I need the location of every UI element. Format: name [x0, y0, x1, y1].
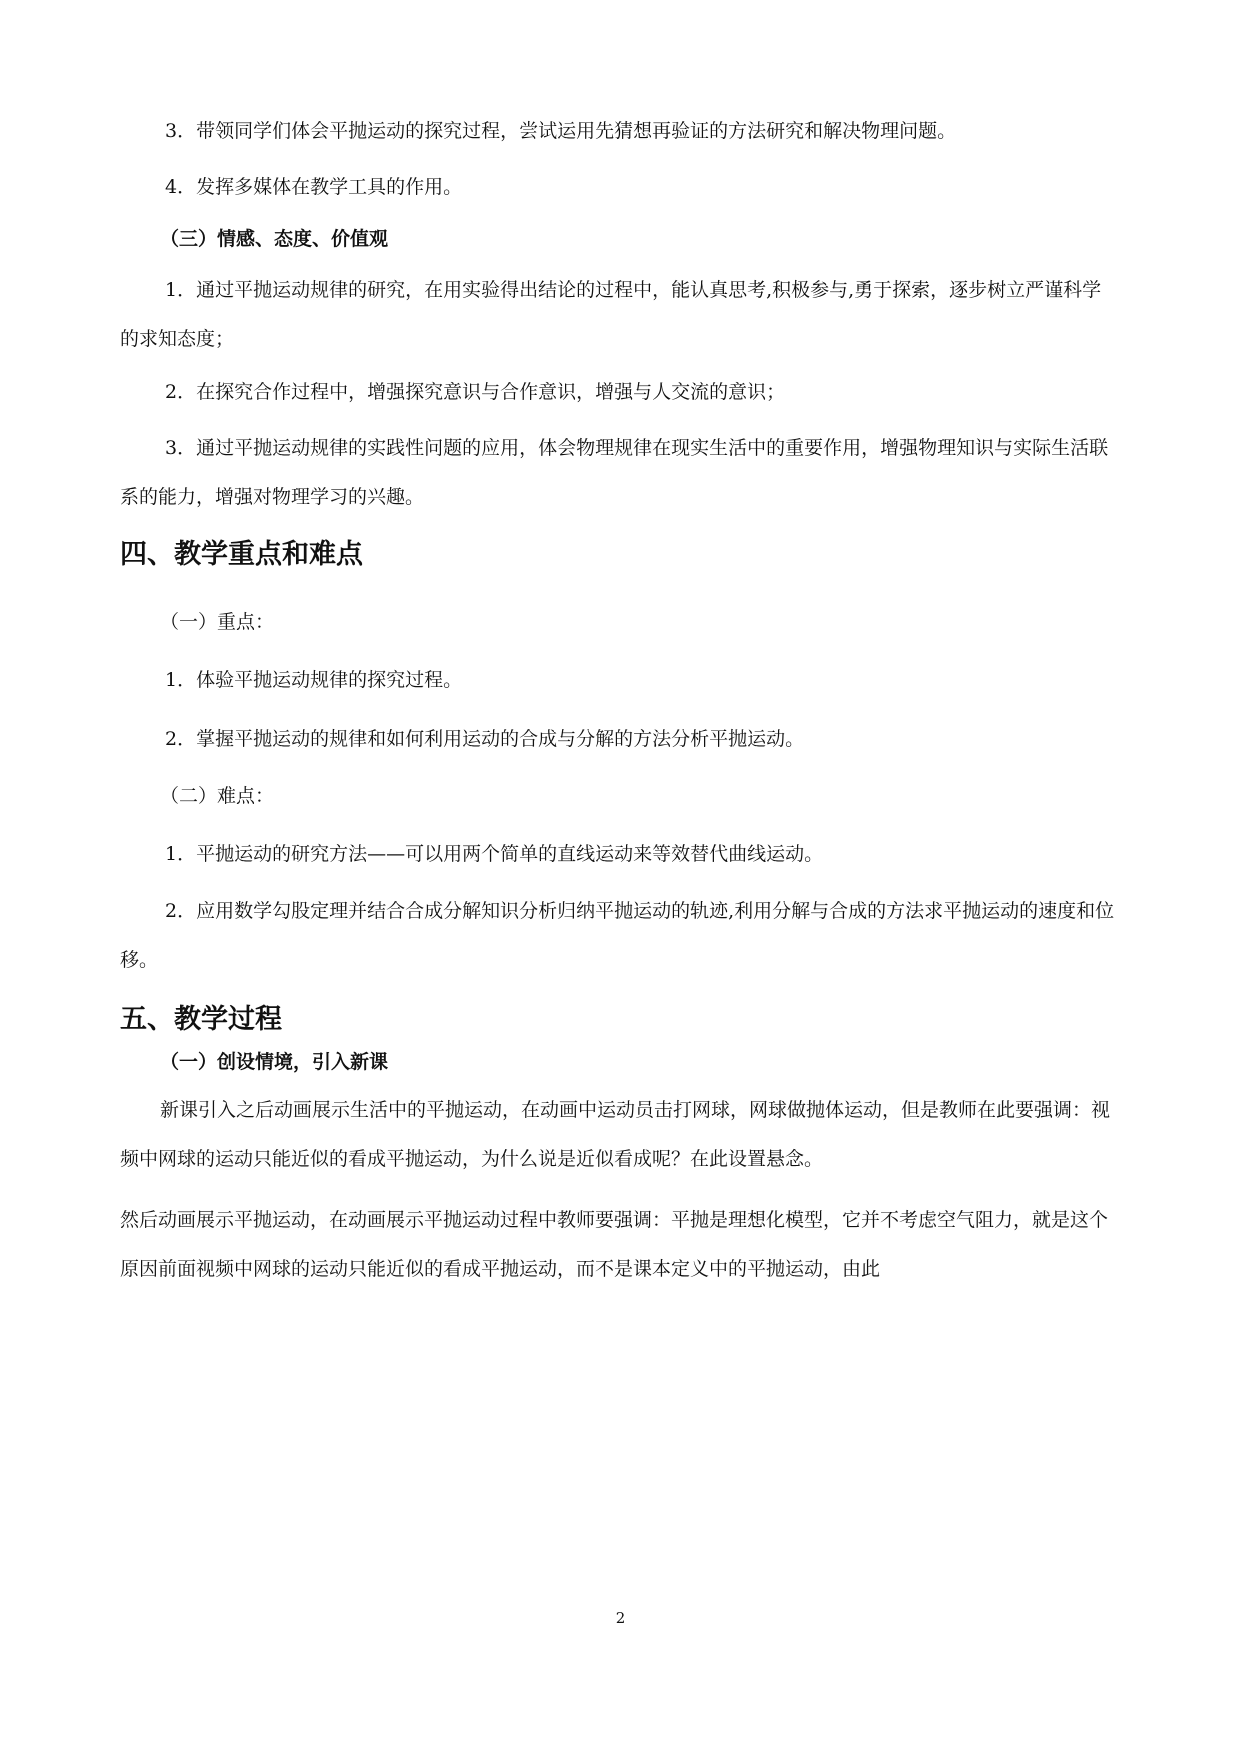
difficult-points-heading: （二）难点：	[160, 785, 275, 807]
paragraph-emotion-2: 2．在探究合作过程中，增强探究意识与合作意识，增强与人交流的意识；	[165, 381, 786, 403]
paragraph-process-inquiry: 3．带领同学们体会平抛运动的探究过程，尝试运用先猜想再验证的方法研究和解决物理问题。	[165, 120, 957, 142]
paragraph-introduction: 新课引入之后动画展示生活中的平抛运动，在动画中运动员击打网球，网球做抛体运动，但是教师在此要强调：视频中网球的运动只能近似的看成平抛运动，为什么说是近似看成呢？在此设置悬念。	[120, 1099, 1111, 1170]
key-point-1: 1．体验平抛运动规律的探究过程。	[165, 669, 463, 691]
paragraph-multimedia: 4．发挥多媒体在教学工具的作用。	[165, 176, 463, 198]
paragraph-animation: 然后动画展示平抛运动，在动画展示平抛运动过程中教师要强调：平抛是理想化模型，它并不考虑空气阻力，就是这个原因前面视频中网球的运动只能近似的看成平抛运动，而不是课本定义中的平抛运动，由此	[120, 1209, 1109, 1280]
section-heading-key-difficult: 四、教学重点和难点	[120, 539, 363, 570]
key-points-heading: （一）重点：	[160, 611, 275, 633]
subheading-emotion-attitude-values: （三）情感、态度、价值观	[160, 228, 389, 250]
section-heading-teaching-process: 五、教学过程	[120, 1004, 282, 1035]
subheading-create-situation: （一）创设情境，引入新课	[160, 1051, 389, 1073]
paragraph-emotion-1: 1．通过平抛运动规律的研究，在用实验得出结论的过程中，能认真思考,积极参与,勇于探索，逐步树立严谨科学的求知态度；	[120, 279, 1102, 350]
key-point-2: 2．掌握平抛运动的规律和如何利用运动的合成与分解的方法分析平抛运动。	[165, 728, 805, 750]
difficult-point-2: 2．应用数学勾股定理并结合合成分解知识分析归纳平抛运动的轨迹,利用分解与合成的方法求平抛运动的速度和位移。	[120, 900, 1115, 971]
difficult-point-1: 1．平抛运动的研究方法——可以用两个简单的直线运动来等效替代曲线运动。	[165, 843, 824, 865]
paragraph-emotion-3: 3．通过平抛运动规律的实践性问题的应用，体会物理规律在现实生活中的重要作用，增强物理知识与实际生活联系的能力，增强对物理学习的兴趣。	[120, 437, 1109, 508]
page-number: 2	[615, 1609, 626, 1627]
